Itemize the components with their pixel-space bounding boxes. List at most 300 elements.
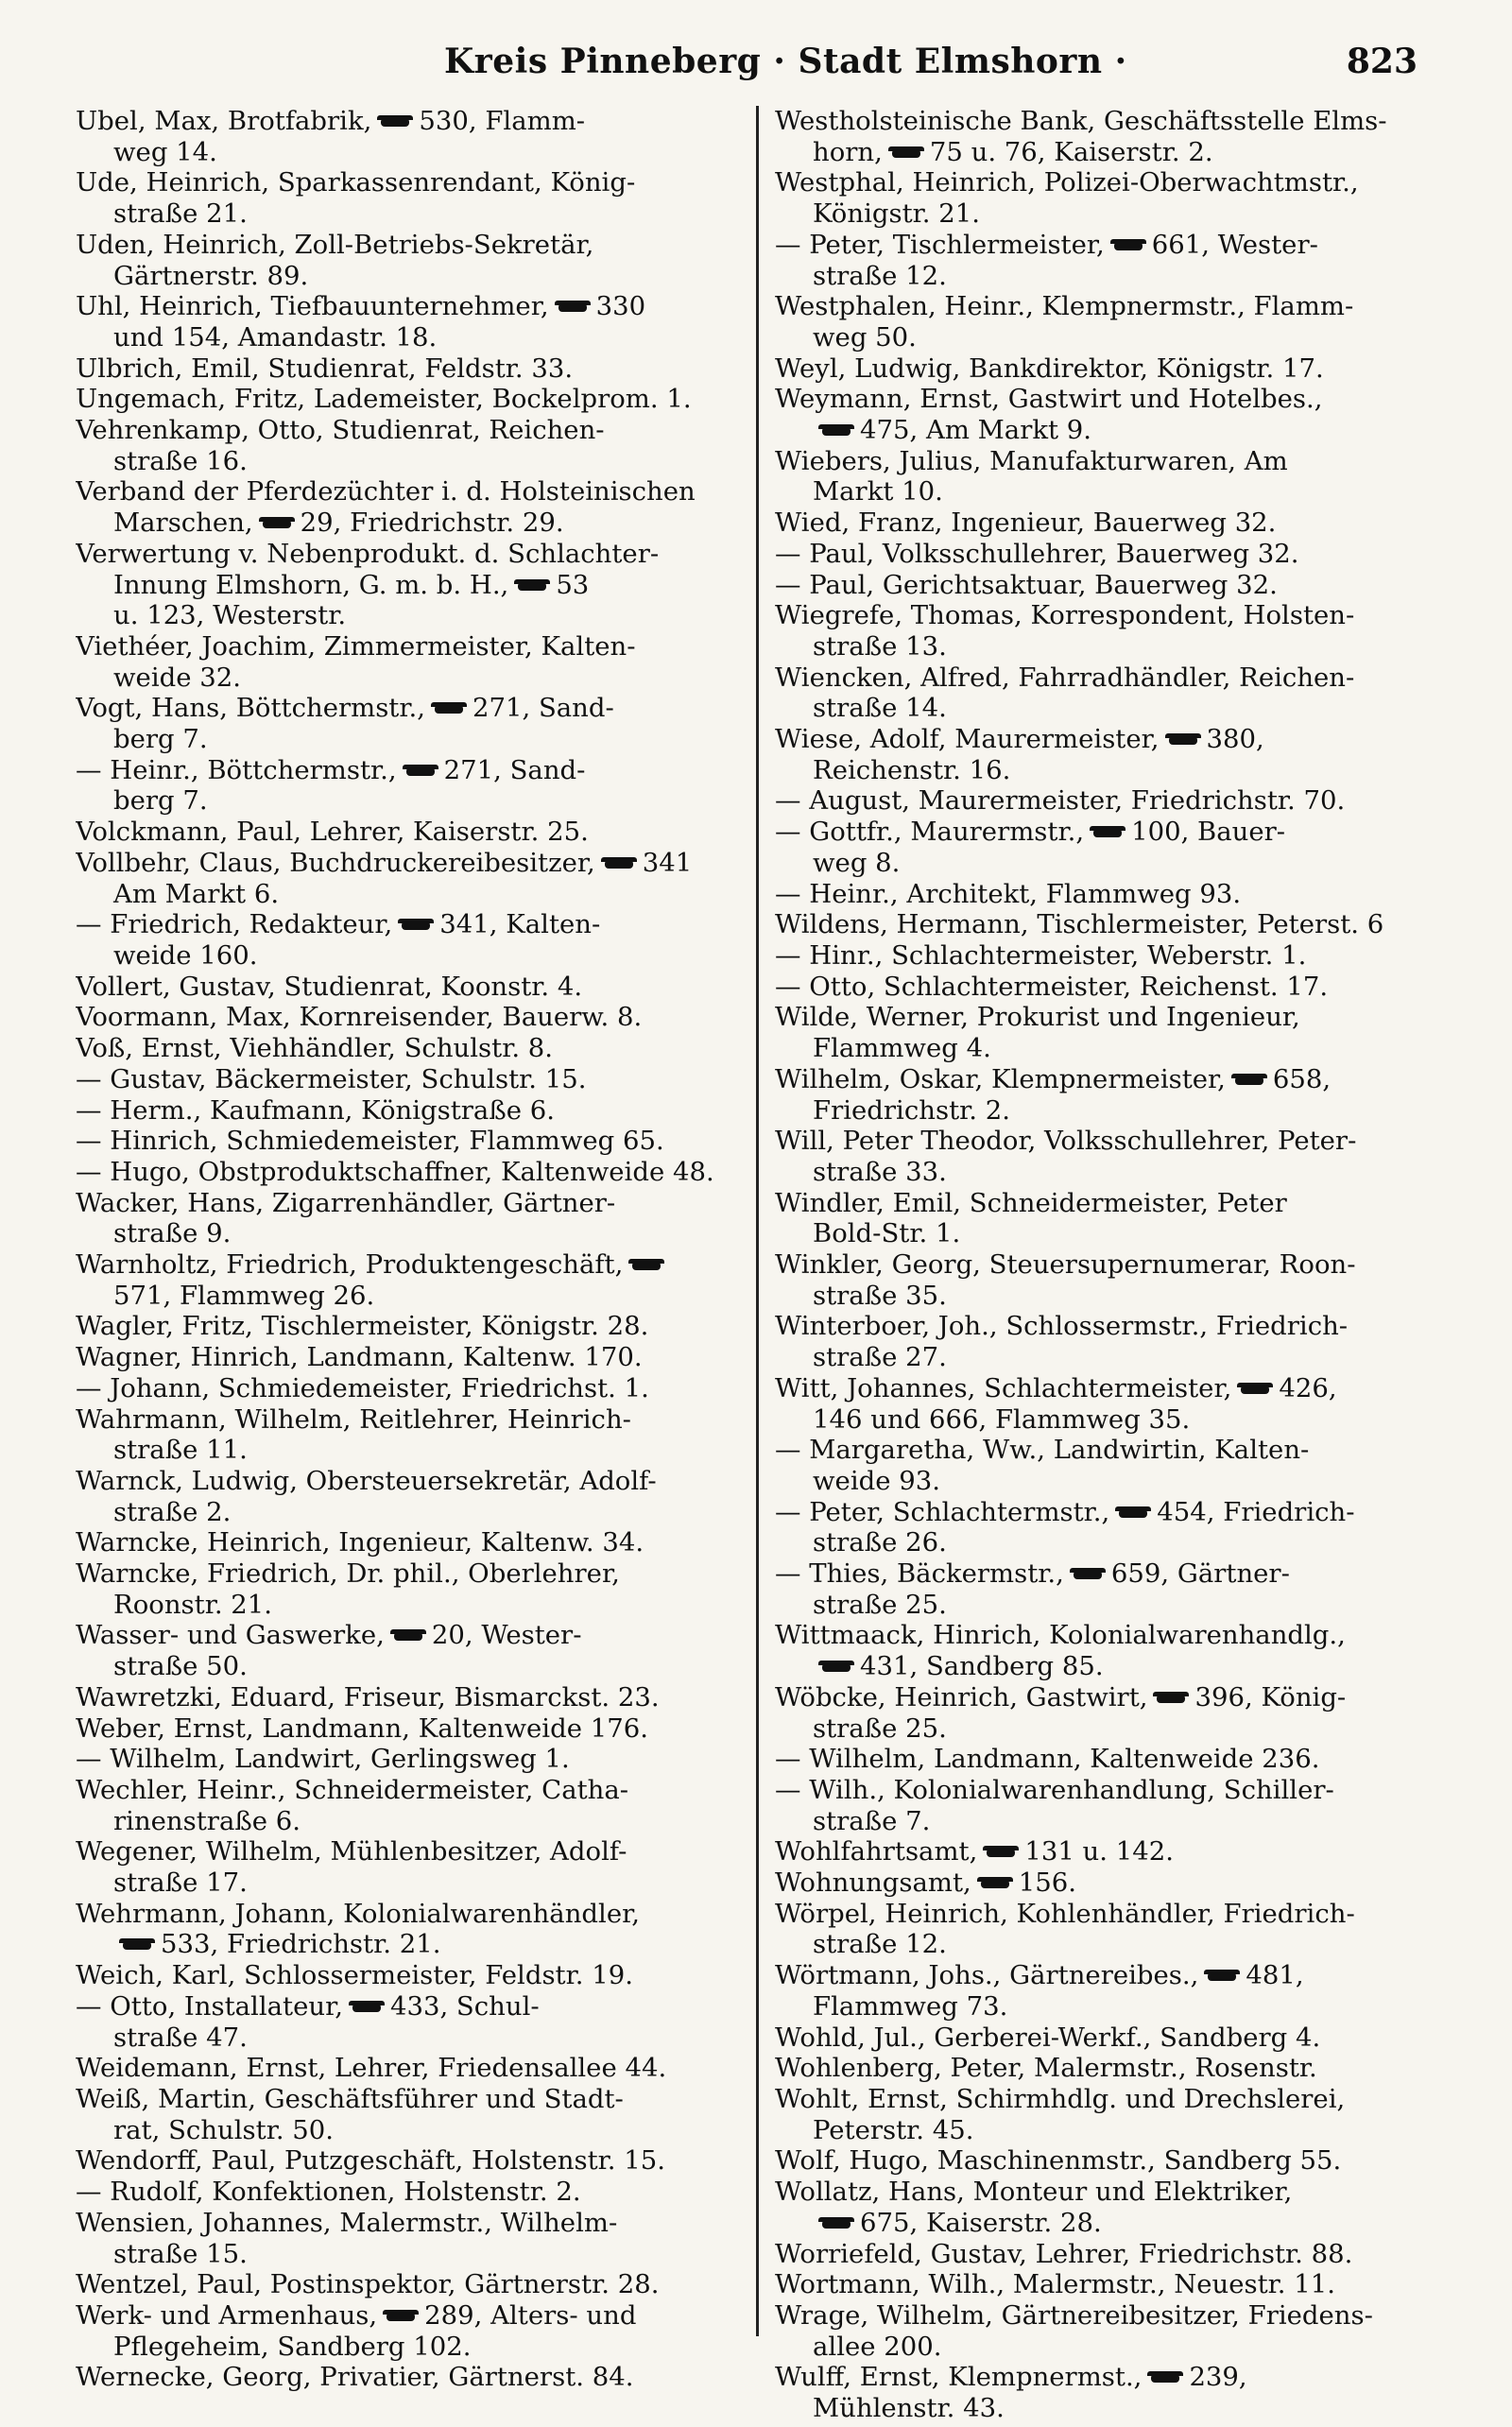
entry-continuation [76, 1806, 737, 1837]
entry-continuation [76, 137, 737, 168]
entry-continuation [76, 1497, 737, 1528]
entry-continuation [775, 1342, 1436, 1373]
entry-text: Ulbrich, Emil, Studienrat, Feldstr. 33. [76, 353, 574, 384]
directory-entry [76, 693, 737, 754]
entry-text: weg 50. [813, 321, 917, 353]
entry-text: straße 25. [813, 1589, 947, 1620]
directory-entry [775, 508, 1436, 539]
entry-text: 146 und 666, Flammweg 35. [813, 1403, 1191, 1435]
entry-text: Wechler, Heinr., Schneidermeister, Catha- [76, 1774, 629, 1805]
entry-text: Wilhelm, Oskar, Klempnermeister, [775, 1063, 1226, 1094]
entry-text: Uhl, Heinrich, Tiefbauunternehmer, [76, 291, 549, 322]
entry-text: Gärtnerstr. 89. [113, 260, 309, 291]
entry-continuation [76, 446, 737, 477]
directory-entry [775, 1188, 1436, 1249]
directory-entry [775, 2300, 1436, 2362]
entry-continuation [775, 1466, 1436, 1497]
entry-text: — Heinr., Böttchermstr., [76, 754, 397, 785]
directory-entry [775, 1620, 1436, 1681]
entry-text: und 154, Amandastr. 18. [113, 321, 438, 353]
directory-entry [775, 384, 1436, 445]
telephone-icon [818, 424, 854, 439]
entry-text: Wohlt, Ernst, Schirmhdlg. und Drechslerei, [775, 2084, 1346, 2114]
entry-text: straße 50. [113, 1651, 248, 1682]
entry-text: Wulff, Ernst, Klempnermst., [775, 2362, 1143, 2393]
entry-text: Warncke, Friedrich, Dr. phil., Oberlehrer, [76, 1558, 620, 1590]
telephone-icon [1090, 826, 1125, 840]
entry-text: 29, Friedrichstr. 29. [300, 508, 564, 539]
entry-text: Königstr. 21. [813, 198, 980, 230]
entry-continuation [76, 1590, 737, 1621]
directory-entry [76, 1899, 737, 1960]
entry-text: rinenstraße 6. [113, 1805, 301, 1836]
directory-entry [76, 1311, 737, 1342]
entry-continuation [775, 755, 1436, 786]
directory-entry [775, 291, 1436, 353]
entry-text: 271, Sand- [443, 754, 586, 785]
entry-text: Vollbehr, Claus, Buchdruckereibesitzer, [76, 847, 595, 878]
entry-text: Worriefeld, Gustav, Lehrer, Friedrichstr. 88. [775, 2238, 1353, 2269]
directory-entry [76, 1249, 737, 1311]
entry-continuation [76, 785, 737, 817]
entry-text: Warncke, Heinrich, Ingenieur, Kaltenw. 34. [76, 1527, 644, 1558]
directory-entry [76, 1064, 737, 1095]
entry-continuation [775, 1281, 1436, 1312]
page-number: 823 [1346, 42, 1418, 81]
entry-text: straße 27. [813, 1342, 947, 1373]
entry-continuation [76, 1435, 737, 1466]
directory-entry [76, 2053, 737, 2084]
entry-text: 341 [642, 847, 693, 878]
telephone-icon [403, 765, 438, 779]
entry-text: Westphal, Heinrich, Polizei-Oberwachtmstr., [775, 167, 1359, 198]
entry-text: Verband der Pferdezüchter i. d. Holsteinischen [76, 476, 696, 508]
entry-continuation [76, 570, 737, 601]
directory-entry [775, 2145, 1436, 2177]
entry-text: Mühlenstr. 43. [813, 2393, 1005, 2424]
directory-entry [775, 940, 1436, 972]
entry-text: Wensien, Johannes, Malermstr., Wilhelm- [76, 2207, 618, 2238]
directory-entry [76, 1620, 737, 1681]
directory-entry [775, 1960, 1436, 2022]
directory-entry [76, 2177, 737, 2208]
directory-entry [76, 2269, 737, 2300]
entry-text: Wohnungsamt, [775, 1868, 971, 1899]
entry-text: — Herm., Kaufmann, Königstraße 6. [76, 1094, 555, 1126]
entry-text: straße 26. [813, 1527, 947, 1558]
entry-text: 433, Schul- [389, 1990, 540, 2022]
directory-entry [775, 785, 1436, 817]
entry-text: Windler, Emil, Schneidermeister, Peter [775, 1187, 1287, 1218]
directory-entry [775, 909, 1436, 940]
directory-entry [76, 848, 737, 909]
telephone-icon [1204, 1970, 1240, 1984]
entry-text: 239, [1189, 2362, 1247, 2393]
entry-text: Wiese, Adolf, Maurermeister, [775, 724, 1160, 755]
entry-text: — Paul, Volksschullehrer, Bauerweg 32. [775, 538, 1299, 569]
entry-text: Wörtmann, Johs., Gärtnereibes., [775, 1960, 1199, 1991]
telephone-icon [349, 2001, 385, 2015]
entry-continuation [76, 724, 737, 755]
entry-text: Wahrmann, Wilhelm, Reitlehrer, Heinrich- [76, 1403, 631, 1435]
entry-text: 571, Flammweg 26. [113, 1280, 375, 1311]
entry-text: weide 93. [813, 1465, 940, 1496]
entry-text: 481, [1246, 1960, 1304, 1991]
right-column [775, 106, 1436, 2424]
entry-text: Wiegrefe, Thomas, Korrespondent, Holsten- [775, 600, 1355, 631]
entry-continuation [76, 2239, 737, 2270]
entry-text: straße 16. [113, 445, 248, 476]
entry-text: horn, [813, 136, 883, 167]
directory-entry [775, 1249, 1436, 1311]
entry-continuation [775, 848, 1436, 879]
entry-text: — Otto, Schlachtermeister, Reichenst. 17. [775, 971, 1329, 1002]
entry-text: Warnck, Ludwig, Obersteuersekretär, Adolf- [76, 1465, 657, 1496]
directory-entry [775, 972, 1436, 1003]
directory-entry [76, 972, 737, 1003]
entry-continuation [775, 1806, 1436, 1837]
entry-text: straße 35. [813, 1280, 947, 1311]
telephone-icon [377, 115, 413, 129]
directory-entry [775, 1435, 1436, 1496]
directory-entry [775, 600, 1436, 662]
directory-entry [775, 1497, 1436, 1558]
entry-text: Vehrenkamp, Otto, Studienrat, Reichen- [76, 415, 605, 446]
entry-text: straße 15. [113, 2238, 248, 2269]
directory-entry [775, 2022, 1436, 2054]
entry-text: Bold-Str. 1. [813, 1218, 961, 1249]
telephone-icon [259, 517, 295, 531]
directory-entry [76, 2300, 737, 2362]
page-title: Kreis Pinneberg · Stadt Elmshorn · [444, 42, 1127, 81]
entry-text: 271, Sand- [472, 693, 614, 724]
entry-text: 454, Friedrich- [1157, 1496, 1355, 1527]
entry-text: straße 47. [113, 2022, 248, 2053]
entry-text: Wernecke, Georg, Privatier, Gärtnerst. 84. [76, 2362, 634, 2393]
entry-text: 530, Flamm- [419, 106, 586, 136]
entry-text: straße 33. [813, 1156, 947, 1187]
entry-text: Markt 10. [813, 476, 943, 508]
entry-text: Flammweg 4. [813, 1033, 991, 1064]
directory-entry [775, 167, 1436, 229]
entry-text: Weich, Karl, Schlossermeister, Feldstr. 19. [76, 1960, 633, 1991]
entry-text: — Peter, Tischlermeister, [775, 229, 1105, 260]
entry-text: 289, Alters- und [424, 2299, 637, 2331]
directory-entry [76, 2362, 737, 2393]
entry-text: Wollatz, Hans, Monteur und Elektriker, [775, 2177, 1293, 2208]
directory-entry [775, 1002, 1436, 1063]
entry-text: Wiebers, Julius, Manufakturwaren, Am [775, 445, 1288, 476]
entry-text: Wagler, Fritz, Tischlermeister, Königstr. 28. [76, 1311, 649, 1342]
entry-text: Voormann, Max, Kornreisender, Bauerw. 8. [76, 1002, 643, 1033]
entry-text: Wittmaack, Hinrich, Kolonialwarenhandlg., [775, 1620, 1346, 1651]
directory-entry [775, 2177, 1436, 2238]
entry-text: 341, Kalten- [439, 909, 601, 940]
entry-continuation [775, 1713, 1436, 1745]
entry-continuation [76, 2115, 737, 2146]
directory-entry [775, 1868, 1436, 1899]
entry-continuation [775, 1218, 1436, 1249]
telephone-icon [1165, 733, 1201, 748]
entry-text: 426, [1279, 1372, 1337, 1403]
entry-text: Pflegeheim, Sandberg 102. [113, 2331, 472, 2362]
directory-entry [76, 1404, 737, 1466]
telephone-icon [383, 2310, 419, 2324]
directory-entry [775, 663, 1436, 724]
directory-entry [775, 570, 1436, 601]
telephone-icon [977, 1877, 1013, 1891]
entry-continuation [76, 663, 737, 694]
directory-entry [76, 230, 737, 291]
entry-text: — Thies, Bäckermstr., [775, 1558, 1064, 1590]
directory-entry [76, 1527, 737, 1558]
directory-entry [775, 106, 1436, 167]
entry-text: 131 u. 142. [1024, 1836, 1174, 1868]
directory-entry [76, 1095, 737, 1127]
entry-text: 659, Gärtner- [1110, 1558, 1290, 1590]
entry-text: Wilde, Werner, Prokurist und Ingenieur, [775, 1002, 1300, 1033]
directory-entry [76, 1157, 737, 1188]
entry-text: Peterstr. 45. [813, 2114, 974, 2145]
entry-continuation [76, 879, 737, 910]
telephone-icon [398, 919, 434, 933]
directory-entry [76, 1682, 737, 1713]
directory-entry [775, 1744, 1436, 1775]
entry-text: — Hugo, Obstproduktschaffner, Kaltenweide 48. [76, 1156, 714, 1187]
entry-text: Vogt, Hans, Böttchermstr., [76, 693, 425, 724]
entry-text: — August, Maurermeister, Friedrichstr. 70. [775, 785, 1346, 817]
entry-text: weg 14. [113, 136, 217, 167]
entry-text: berg 7. [113, 724, 208, 755]
entry-text: Weiß, Martin, Geschäftsführer und Stadt- [76, 2084, 624, 2114]
entry-continuation [775, 198, 1436, 230]
entry-text: Weymann, Ernst, Gastwirt und Hotelbes., [775, 384, 1323, 415]
directory-entry [775, 230, 1436, 291]
entry-text: Viethéer, Joachim, Zimmermeister, Kalten- [76, 630, 636, 662]
entry-text: 661, Wester- [1151, 229, 1318, 260]
directory-entry [775, 2084, 1436, 2145]
entry-continuation [775, 1033, 1436, 1064]
directory-entry [76, 1960, 737, 1991]
entry-continuation [775, 631, 1436, 663]
entry-text: — Margaretha, Ww., Landwirtin, Kalten- [775, 1435, 1310, 1466]
telephone-icon [1237, 1383, 1273, 1397]
entry-text: 380, [1206, 724, 1264, 755]
directory-entry [775, 2362, 1436, 2423]
directory-entry [76, 755, 737, 817]
directory-entry [775, 724, 1436, 785]
directory-entry [76, 1836, 737, 1898]
entry-text: 533, Friedrichstr. 21. [161, 1929, 441, 1960]
entry-continuation [76, 600, 737, 631]
entry-text: 396, König- [1194, 1681, 1347, 1713]
entry-text: Innung Elmshorn, G. m. b. H., [113, 569, 509, 600]
entry-text: Werk- und Armenhaus, [76, 2299, 378, 2331]
entry-text: straße 21. [113, 198, 248, 230]
entry-continuation [775, 1991, 1436, 2022]
directory-entry [775, 1899, 1436, 1960]
entry-continuation [775, 322, 1436, 353]
entry-text: Am Markt 6. [113, 878, 280, 909]
entry-text: Warnholtz, Friedrich, Produktengeschäft, [76, 1249, 624, 1281]
directory-entry [76, 1713, 737, 1745]
directory-entry [76, 1775, 737, 1836]
entry-text: Wildens, Hermann, Tischlermeister, Peterst. 6 [775, 909, 1384, 940]
entry-text: — Wilhelm, Landmann, Kaltenweide 236. [775, 1744, 1320, 1775]
directory-entry [775, 353, 1436, 385]
directory-entry [76, 817, 737, 848]
entry-text: 53 [556, 569, 590, 600]
directory-entry [76, 1744, 737, 1775]
left-column [76, 106, 737, 2393]
entry-text: Wasser- und Gaswerke, [76, 1620, 385, 1651]
entry-text: Weyl, Ludwig, Bankdirektor, Königstr. 17. [775, 353, 1324, 384]
directory-entry [775, 1558, 1436, 1620]
entry-text: Wiencken, Alfred, Fahrradhändler, Reichen- [775, 662, 1355, 693]
telephone-icon [390, 1629, 426, 1644]
column-divider [756, 106, 759, 2336]
directory-entry [775, 1126, 1436, 1187]
directory-entry [775, 539, 1436, 570]
directory-entry [76, 909, 737, 971]
entry-text: Wied, Franz, Ingenieur, Bauerweg 32. [775, 508, 1277, 539]
entry-text: Winkler, Georg, Steuersupernumerar, Roon- [775, 1249, 1356, 1281]
directory-entry [76, 476, 737, 538]
entry-continuation [76, 2022, 737, 2054]
entry-continuation [76, 322, 737, 353]
entry-continuation [76, 508, 737, 539]
directory-entry [775, 2053, 1436, 2084]
directory-entry [775, 1682, 1436, 1744]
entry-text: Uden, Heinrich, Zoll-Betriebs-Sekretär, [76, 229, 594, 260]
entry-text: Wagner, Hinrich, Landmann, Kaltenw. 170. [76, 1342, 643, 1373]
directory-entry [76, 1342, 737, 1373]
entry-text: Wohlenberg, Peter, Malermstr., Rosenstr. [775, 2053, 1317, 2084]
entry-text: 75 u. 76, Kaiserstr. 2. [929, 136, 1213, 167]
telephone-icon [818, 2217, 854, 2231]
entry-text: straße 17. [113, 1868, 248, 1899]
directory-entry [76, 1126, 737, 1157]
directory-entry [76, 167, 737, 229]
entry-text: Wehrmann, Johann, Kolonialwarenhändler, [76, 1898, 640, 1929]
directory-entry [76, 291, 737, 353]
entry-text: straße 2. [113, 1496, 232, 1527]
entry-text: Weber, Ernst, Landmann, Kaltenweide 176. [76, 1713, 648, 1744]
telephone-icon [555, 301, 591, 315]
directory-entry [775, 2239, 1436, 2270]
directory-entry [76, 1002, 737, 1033]
entry-text: Wrage, Wilhelm, Gärtnereibesitzer, Friedens- [775, 2299, 1373, 2331]
directory-entry [775, 1373, 1436, 1435]
entry-text: straße 12. [813, 260, 947, 291]
entry-continuation [76, 261, 737, 292]
entry-continuation [775, 1651, 1436, 1682]
entry-text: — Hinr., Schlachtermeister, Weberstr. 1. [775, 939, 1307, 971]
entry-text: — Peter, Schlachtermstr., [775, 1496, 1110, 1527]
telephone-icon [628, 1259, 664, 1273]
entry-text: berg 7. [113, 785, 208, 817]
entry-text: straße 11. [113, 1435, 248, 1466]
entry-text: Wolf, Hugo, Maschinenmstr., Sandberg 55. [775, 2145, 1342, 2177]
entry-text: Wöbcke, Heinrich, Gastwirt, [775, 1681, 1148, 1713]
entry-text: straße 9. [113, 1218, 232, 1249]
entry-continuation [76, 198, 737, 230]
entry-text: straße 12. [813, 1929, 947, 1960]
directory-entry [775, 879, 1436, 910]
directory-entry [775, 1775, 1436, 1836]
entry-text: Winterboer, Joh., Schlossermstr., Friedrich- [775, 1311, 1349, 1342]
entry-continuation [76, 940, 737, 972]
entry-text: 330 [595, 291, 646, 322]
entry-text: — Paul, Gerichtsaktuar, Bauerweg 32. [775, 569, 1278, 600]
entry-continuation [775, 2208, 1436, 2239]
directory-entry [775, 446, 1436, 508]
entry-continuation [775, 2115, 1436, 2146]
entry-text: Wawretzki, Eduard, Friseur, Bismarckst. 23. [76, 1681, 660, 1713]
entry-continuation [775, 693, 1436, 724]
entry-text: — Otto, Installateur, [76, 1990, 343, 2022]
entry-text: Wortmann, Wilh., Malermstr., Neuestr. 11. [775, 2269, 1336, 2300]
entry-text: 675, Kaiserstr. 28. [860, 2207, 1102, 2238]
entry-text: — Hinrich, Schmiedemeister, Flammweg 65. [76, 1126, 664, 1157]
entry-continuation [775, 476, 1436, 508]
telephone-icon [888, 146, 924, 161]
entry-text: Verwertung v. Nebenprodukt. d. Schlachter- [76, 538, 660, 569]
entry-text: — Gustav, Bäckermeister, Schulstr. 15. [76, 1063, 587, 1094]
directory-entry [76, 415, 737, 476]
entry-text: 658, [1272, 1063, 1332, 1094]
entry-text: Friedrichstr. 2. [813, 1094, 1010, 1126]
telephone-icon [431, 702, 467, 716]
telephone-icon [1231, 1074, 1267, 1088]
entry-text: straße 7. [813, 1805, 931, 1836]
directory-entry [76, 1033, 737, 1064]
entry-text: allee 200. [813, 2331, 942, 2362]
entry-continuation [775, 1404, 1436, 1436]
entry-text: weide 32. [113, 662, 241, 693]
entry-text: Ude, Heinrich, Sparkassenrendant, König- [76, 167, 636, 198]
entry-text: Vollert, Gustav, Studienrat, Koonstr. 4. [76, 971, 583, 1002]
entry-continuation [775, 1095, 1436, 1127]
entry-text: Westholsteinische Bank, Geschäftsstelle Elms- [775, 106, 1387, 136]
telephone-icon [983, 1846, 1019, 1860]
page-header [0, 42, 1512, 95]
telephone-icon [119, 1938, 155, 1953]
directory-entry [775, 817, 1436, 878]
directory-entry [76, 1188, 737, 1249]
telephone-icon [1153, 1692, 1189, 1706]
directory-entry [76, 2084, 737, 2145]
entry-text: 20, Wester- [431, 1620, 582, 1651]
directory-entry [76, 1466, 737, 1527]
entry-text: Weidemann, Ernst, Lehrer, Friedensallee 44. [76, 2053, 667, 2084]
entry-text: Witt, Johannes, Schlachtermeister, [775, 1372, 1232, 1403]
directory-entry [76, 631, 737, 693]
directory-entry [76, 106, 737, 167]
entry-text: — Rudolf, Konfektionen, Holstenstr. 2. [76, 2177, 581, 2208]
directory-entry [76, 1558, 737, 1620]
telephone-icon [818, 1661, 854, 1675]
directory-entry [76, 384, 737, 415]
entry-text: — Gottfr., Maurermstr., [775, 817, 1085, 848]
entry-text: rat, Schulstr. 50. [113, 2114, 335, 2145]
entry-text: 100, Bauer- [1131, 817, 1286, 848]
entry-text: Wacker, Hans, Zigarrenhändler, Gärtner- [76, 1187, 616, 1218]
entry-continuation [775, 2393, 1436, 2424]
entry-text: Reichenstr. 16. [813, 754, 1011, 785]
entry-continuation [76, 1218, 737, 1249]
entry-text: — Friedrich, Redakteur, [76, 909, 393, 940]
